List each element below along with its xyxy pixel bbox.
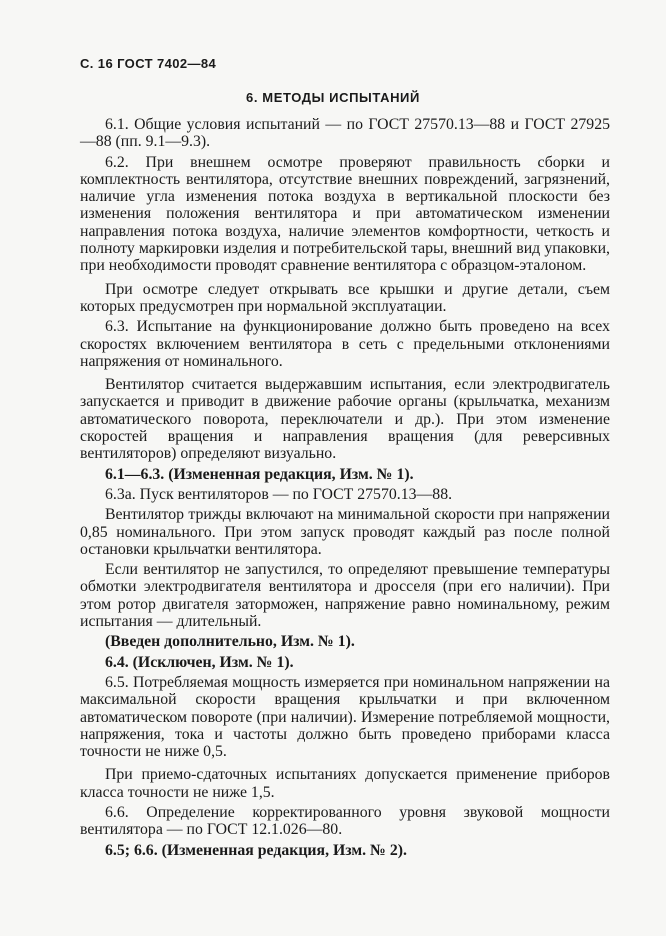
paragraph-6-2: 6.2. При внешнем осмотре проверяют правильность сборки и комплектность вентилятора, отсутствие внешних повреждений, загрязнений, наличие угла изменения потока воздуха в вертикальной плоскости без изменения положения вентилятора и при автоматическом изменении направления потока воздуха, наличие элементов комфортности, четкость и полноту маркировки изделия и потребительской тары, внешний вид упаковки, при необходимости проводят сравнение вентилятора с образцом-эталоном. bbox=[80, 153, 610, 275]
paragraph-6-5: 6.5. Потребляемая мощность измеряется при номинальном напряжении на максимальной скорости вращения крыльчатки и при включенном автоматическом повороте (при наличии). Измерение потребляемой мощности, напряжения, тока и частоты должно быть проведено приборами класса точности не ниже 0,5. bbox=[80, 673, 610, 761]
paragraph-6-4: 6.4. (Исключен, Изм. № 1). bbox=[105, 653, 294, 671]
page-header: С. 16 ГОСТ 7402—84 bbox=[80, 56, 217, 71]
body-text bbox=[80, 116, 610, 862]
paragraph-pass-criteria: Вентилятор считается выдержавшим испытания, если электродвигатель запускается и приводит в движение рабочие органы (крыльчатка, механизм автоматического поворота, переключатели и др.). При этом изменение скоростей вращения и направления вращения (для реверсивных вентиляторов) определяют визуально. bbox=[80, 376, 610, 463]
paragraph-6-1: 6.1. Общие условия испытаний — по ГОСТ 27570.13—88 и ГОСТ 27925—88 (пп. 9.1—9.3). bbox=[80, 116, 610, 151]
paragraph-no-start: Если вентилятор не запустился, то определяют превышение температуры обмотки электродвигателя вентилятора и дросселя (при его наличии). При этом ротор двигателя заторможен, напряжение равно номинальному, режим испытания — длительный. bbox=[80, 561, 610, 631]
paragraph-start-test: Вентилятор трижды включают на минимальной скорости при напряжении 0,85 номинального. При этом запуск проводят каждый раз после полной остановки крыльчатки вентилятора. bbox=[80, 506, 610, 558]
amendment-note-1: 6.1—6.3. (Измененная редакция, Изм. № 1). bbox=[105, 465, 414, 483]
paragraph-6-3: 6.3. Испытание на функционирование должно быть проведено на всех скоростях включением вентилятора в сеть с предельными отклонениями напряжения от номинального. bbox=[80, 318, 610, 370]
amendment-note-2: (Введен дополнительно, Изм. № 1). bbox=[105, 633, 355, 651]
paragraph-acceptance-tests: При приемо-сдаточных испытаниях допускается применение приборов класса точности не ниже 1,5. bbox=[80, 766, 610, 801]
paragraph-inspection-note: При осмотре следует открывать все крышки и другие детали, съем которых предусмотрен при нормальной эксплуатации. bbox=[80, 280, 610, 315]
section-title: 6. МЕТОДЫ ИСПЫТАНИЙ bbox=[246, 90, 420, 105]
paragraph-6-3a: 6.3а. Пуск вентиляторов — по ГОСТ 27570.13—88. bbox=[105, 485, 453, 503]
amendment-note-3: 6.5; 6.6. (Измененная редакция, Изм. № 2). bbox=[105, 841, 407, 859]
paragraph-6-6: 6.6. Определение корректированного уровня звуковой мощности вентилятора — по ГОСТ 12.1.026—80. bbox=[80, 803, 610, 839]
